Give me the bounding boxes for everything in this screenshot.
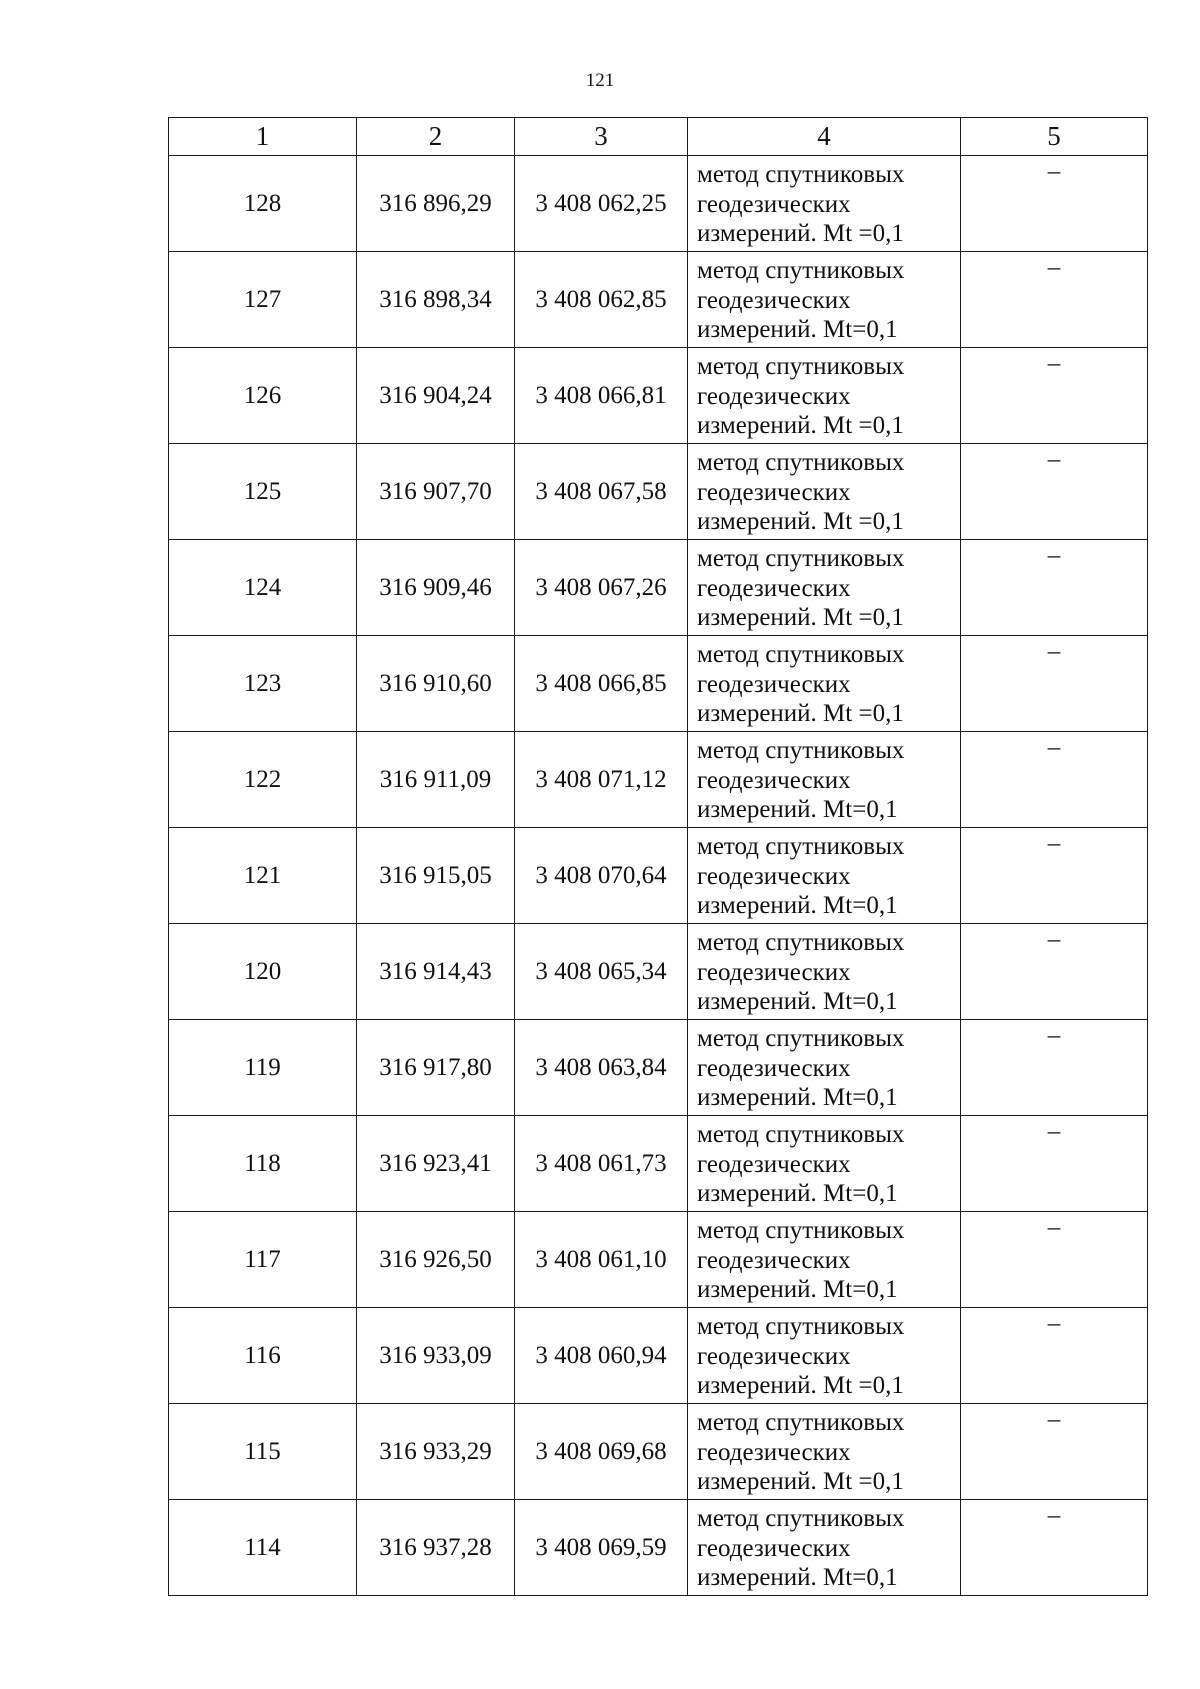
table-row <box>169 252 1148 348</box>
y-coordinate-cell: 3 408 071,12 <box>515 732 688 828</box>
table-row <box>169 1020 1148 1116</box>
method-text-line: геодезических <box>697 1342 851 1370</box>
method-text-line: метод спутниковых <box>697 833 905 860</box>
note-cell: – <box>961 156 1148 252</box>
table-row <box>169 1212 1148 1308</box>
y-coordinate-cell: 3 408 065,34 <box>515 924 688 1020</box>
method-text-line: метод спутниковых <box>697 1121 905 1148</box>
x-coordinate-cell: 316 896,29 <box>357 156 515 252</box>
method-text-line: метод спутниковых <box>697 929 905 956</box>
page-number: 121 <box>585 70 615 91</box>
method-text-line: метод спутниковых <box>697 737 905 764</box>
method-text-line: измерений. Mt=0,1 <box>697 796 898 823</box>
method-text-line: геодезических <box>697 766 851 794</box>
y-coordinate-cell: 3 408 061,10 <box>515 1212 688 1308</box>
method-text-line: геодезических <box>697 574 851 602</box>
table-row <box>169 348 1148 444</box>
method-text-line: геодезических <box>697 190 851 218</box>
point-number-cell: 120 <box>169 924 357 1020</box>
note-cell: – <box>961 1212 1148 1308</box>
point-number-cell: 125 <box>169 444 357 540</box>
x-coordinate-cell: 316 933,29 <box>357 1404 515 1500</box>
y-coordinate-cell: 3 408 069,68 <box>515 1404 688 1500</box>
method-text-line: геодезических <box>697 1054 851 1082</box>
table-row <box>169 828 1148 924</box>
note-cell: – <box>961 1308 1148 1404</box>
y-coordinate-cell: 3 408 066,85 <box>515 636 688 732</box>
method-cell <box>688 1404 961 1500</box>
method-text-line: измерений. Mt=0,1 <box>697 892 898 919</box>
method-cell <box>688 156 961 252</box>
method-cell <box>688 348 961 444</box>
x-coordinate-cell: 316 926,50 <box>357 1212 515 1308</box>
table-row <box>169 540 1148 636</box>
x-coordinate-cell: 316 933,09 <box>357 1308 515 1404</box>
note-cell: – <box>961 828 1148 924</box>
table-row <box>169 444 1148 540</box>
point-number-cell: 121 <box>169 828 357 924</box>
x-coordinate-cell: 316 911,09 <box>357 732 515 828</box>
note-cell: – <box>961 444 1148 540</box>
x-coordinate-cell: 316 923,41 <box>357 1116 515 1212</box>
x-coordinate-cell: 316 937,28 <box>357 1500 515 1596</box>
note-cell: – <box>961 252 1148 348</box>
y-coordinate-cell: 3 408 062,25 <box>515 156 688 252</box>
method-text-line: геодезических <box>697 958 851 986</box>
method-text-line: метод спутниковых <box>697 641 905 668</box>
point-number-cell: 116 <box>169 1308 357 1404</box>
table-row <box>169 1116 1148 1212</box>
point-number-cell: 127 <box>169 252 357 348</box>
method-text-line: измерений. Mt =0,1 <box>697 700 904 727</box>
x-coordinate-cell: 316 914,43 <box>357 924 515 1020</box>
point-number-cell: 118 <box>169 1116 357 1212</box>
method-text-line: измерений. Mt =0,1 <box>697 220 904 247</box>
method-text-line: метод спутниковых <box>697 1313 905 1340</box>
method-text-line: геодезических <box>697 1246 851 1274</box>
table-row <box>169 732 1148 828</box>
method-text-line: метод спутниковых <box>697 1217 905 1244</box>
point-number-cell: 124 <box>169 540 357 636</box>
method-text-line: метод спутниковых <box>697 1409 905 1436</box>
method-text-line: измерений. Mt=0,1 <box>697 1180 898 1207</box>
note-cell: – <box>961 1500 1148 1596</box>
method-text-line: измерений. Mt =0,1 <box>697 412 904 439</box>
method-cell <box>688 732 961 828</box>
point-number-cell: 122 <box>169 732 357 828</box>
table-row <box>169 924 1148 1020</box>
method-cell <box>688 1500 961 1596</box>
method-text-line: геодезических <box>697 1534 851 1562</box>
x-coordinate-cell: 316 909,46 <box>357 540 515 636</box>
y-coordinate-cell: 3 408 061,73 <box>515 1116 688 1212</box>
method-cell <box>688 1212 961 1308</box>
method-cell <box>688 1116 961 1212</box>
method-text-line: метод спутниковых <box>697 257 905 284</box>
point-number-cell: 117 <box>169 1212 357 1308</box>
y-coordinate-cell: 3 408 063,84 <box>515 1020 688 1116</box>
method-text-line: геодезических <box>697 1438 851 1466</box>
method-text-line: геодезических <box>697 862 851 890</box>
table-row <box>169 1308 1148 1404</box>
method-text-line: метод спутниковых <box>697 545 905 572</box>
method-cell <box>688 828 961 924</box>
method-cell <box>688 1020 961 1116</box>
method-cell <box>688 924 961 1020</box>
table-row <box>169 636 1148 732</box>
note-cell: – <box>961 636 1148 732</box>
note-cell: – <box>961 1116 1148 1212</box>
column-header-5: 5 <box>961 118 1148 156</box>
method-text-line: измерений. Mt=0,1 <box>697 1276 898 1303</box>
method-cell <box>688 636 961 732</box>
method-text-line: метод спутниковых <box>697 449 905 476</box>
method-cell <box>688 444 961 540</box>
method-text-line: геодезических <box>697 1150 851 1178</box>
method-text-line: измерений. Mt=0,1 <box>697 316 898 343</box>
note-cell: – <box>961 348 1148 444</box>
method-text-line: измерений. Mt =0,1 <box>697 508 904 535</box>
table-header-row <box>169 118 1148 156</box>
method-text-line: метод спутниковых <box>697 1505 905 1532</box>
point-number-cell: 126 <box>169 348 357 444</box>
y-coordinate-cell: 3 408 067,58 <box>515 444 688 540</box>
column-header-3: 3 <box>515 118 688 156</box>
x-coordinate-cell: 316 910,60 <box>357 636 515 732</box>
method-text-line: измерений. Mt =0,1 <box>697 604 904 631</box>
method-text-line: метод спутниковых <box>697 161 905 188</box>
column-header-2: 2 <box>357 118 515 156</box>
y-coordinate-cell: 3 408 067,26 <box>515 540 688 636</box>
method-cell <box>688 540 961 636</box>
column-header-1: 1 <box>169 118 357 156</box>
point-number-cell: 114 <box>169 1500 357 1596</box>
table-row <box>169 156 1148 252</box>
method-text-line: измерений. Mt =0,1 <box>697 1372 904 1399</box>
method-cell <box>688 1308 961 1404</box>
method-text-line: метод спутниковых <box>697 1025 905 1052</box>
note-cell: – <box>961 924 1148 1020</box>
column-header-4: 4 <box>688 118 961 156</box>
y-coordinate-cell: 3 408 060,94 <box>515 1308 688 1404</box>
y-coordinate-cell: 3 408 066,81 <box>515 348 688 444</box>
method-text-line: измерений. Mt=0,1 <box>697 1084 898 1111</box>
y-coordinate-cell: 3 408 062,85 <box>515 252 688 348</box>
point-number-cell: 123 <box>169 636 357 732</box>
method-text-line: измерений. Mt=0,1 <box>697 988 898 1015</box>
method-text-line: геодезических <box>697 382 851 410</box>
note-cell: – <box>961 732 1148 828</box>
method-text-line: измерений. Mt=0,1 <box>697 1564 898 1591</box>
method-text-line: геодезических <box>697 286 851 314</box>
x-coordinate-cell: 316 907,70 <box>357 444 515 540</box>
table-row <box>169 1500 1148 1596</box>
y-coordinate-cell: 3 408 069,59 <box>515 1500 688 1596</box>
note-cell: – <box>961 1020 1148 1116</box>
point-number-cell: 119 <box>169 1020 357 1116</box>
coordinates-table <box>168 117 1148 1596</box>
x-coordinate-cell: 316 898,34 <box>357 252 515 348</box>
method-text-line: измерений. Mt =0,1 <box>697 1468 904 1495</box>
method-text-line: геодезических <box>697 670 851 698</box>
method-text-line: геодезических <box>697 478 851 506</box>
note-cell: – <box>961 1404 1148 1500</box>
x-coordinate-cell: 316 917,80 <box>357 1020 515 1116</box>
note-cell: – <box>961 540 1148 636</box>
table-body <box>169 156 1148 1596</box>
x-coordinate-cell: 316 904,24 <box>357 348 515 444</box>
point-number-cell: 115 <box>169 1404 357 1500</box>
y-coordinate-cell: 3 408 070,64 <box>515 828 688 924</box>
point-number-cell: 128 <box>169 156 357 252</box>
method-cell <box>688 252 961 348</box>
x-coordinate-cell: 316 915,05 <box>357 828 515 924</box>
table-row <box>169 1404 1148 1500</box>
method-text-line: метод спутниковых <box>697 353 905 380</box>
